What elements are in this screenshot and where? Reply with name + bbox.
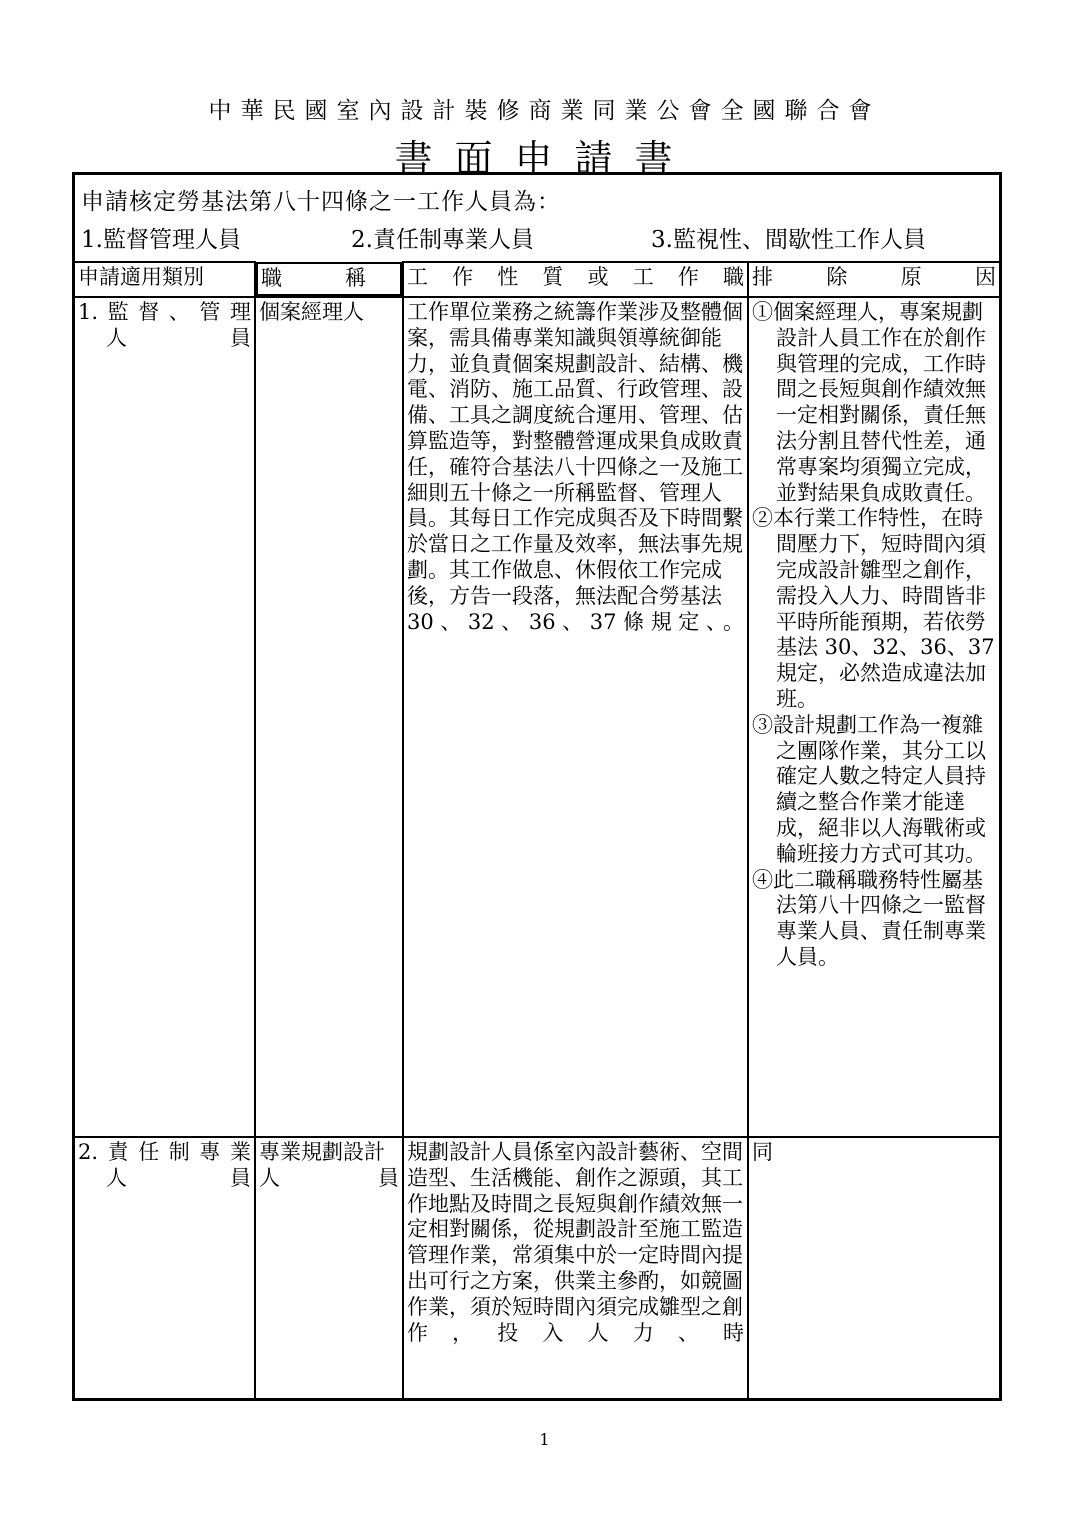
reasons-cell (748, 297, 999, 1137)
reasons-cell: 同 (748, 1137, 999, 1398)
table-header-row (75, 262, 999, 297)
table-row (75, 297, 999, 1137)
option-responsibility: 2.責任制專業人員 (351, 227, 534, 253)
table-row (75, 1137, 999, 1398)
category-cell (75, 1137, 255, 1398)
option-supervisory: 1.監督管理人員 (81, 227, 241, 253)
header-category: 申請適用類別 (75, 262, 255, 297)
application-table (75, 261, 999, 1398)
category-name: 2.責任制專業 (78, 1140, 251, 1164)
reason-item: ①個案經理人，專案規劃設計人員工作在於創作與管理的完成，工作時間之長短與創作績效無一定相對關係，責任無法分割且替代性差，通常專案均須獨立完成，並對結果負成敗責任。 (752, 300, 986, 505)
page-number: 1 (539, 1430, 550, 1449)
intro-statement: 申請核定勞基法第八十四條之一工作人員為： (81, 189, 561, 215)
duty-cell: 規劃設計人員係室內設計藝術、空間造型、生活機能、創作之源頭，其工作地點及時間之長短與創作績效無一定相對關係，從規劃設計至施工監造管理作業，常須集中於一定時間內提出可行之方案，供業主參酌，如競圖作業，須於短時間內須完成雛型之創作，投入人力、時 (403, 1137, 748, 1398)
category-cell (75, 297, 255, 1137)
reason-item: ③設計規劃工作為一複雜之團隊作業，其分工以確定人數之特定人員持續之整合作業才能達成，絕非以人海戰術或輪班接力方式可其功。 (752, 712, 986, 866)
category-name-cont: 人員 (106, 325, 251, 350)
application-form (72, 172, 1002, 1401)
category-name-cont: 人員 (106, 1165, 251, 1190)
header-job-title: 職 稱 (256, 262, 402, 296)
category-name: 1.監督、管理 (78, 300, 251, 324)
document-title: 書面申請書 (394, 137, 695, 181)
header-duty: 工作性質或工作職 (403, 262, 748, 297)
organization-name: 中華民國室內設計裝修商業同業公會全國聯合會 (208, 98, 881, 124)
option-monitoring: 3.監視性、間歇性工作人員 (651, 227, 926, 253)
job-title-cell: 專業規劃設計人員 (255, 1137, 403, 1398)
duty-cell: 工作單位業務之統籌作業涉及整體個案，需具備專業知識與領導統御能力，並負責個案規劃設計、結構、機電、消防、施工品質、行政管理、設備、工具之調度統合運用、管理、估算監造等，對整體營運成果負成敗責任，確符合基法八十四條之一及施工細則五十條之一所稱監督、管理人員。其每日工作完成與否及下時間繫於當日之工作量及效率，無法事先規劃。其工作做息、休假依工作完成後，方告一段落，無法配合勞基法 30、32、36、37條規定、。 (403, 297, 748, 1137)
job-title-cell: 個案經理人 (255, 297, 403, 1137)
reason-item: ②本行業工作特性，在時間壓力下，短時間內須完成設計雛型之創作，需投入人力、時間皆非平時所能預期，若依勞基法 30、32、36、37 規定，必然造成違法加班。 (752, 506, 995, 711)
reason-item: ④此二職稱職務特性屬基法第八十四條之一監督專業人員、責任制專業人員。 (752, 867, 986, 969)
application-intro (75, 175, 999, 261)
header-reasons: 排 除 原 因 (748, 262, 999, 297)
